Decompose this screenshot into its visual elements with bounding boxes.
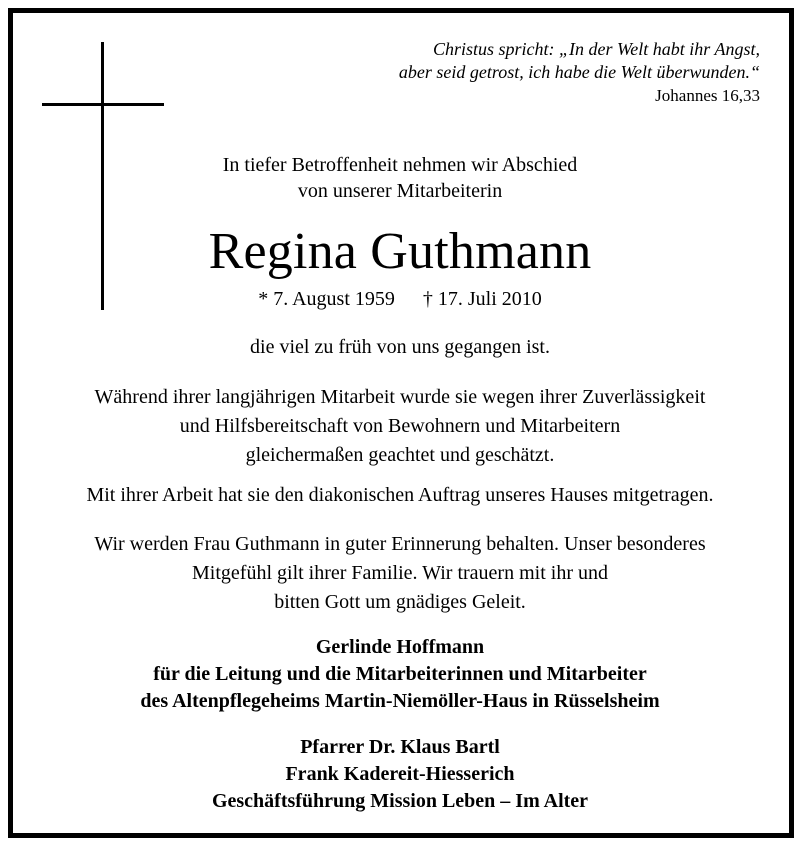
- cross-horizontal-bar: [42, 103, 164, 106]
- death-date: † 17. Juli 2010: [422, 288, 542, 310]
- deceased-name: Regina Guthmann: [208, 223, 592, 280]
- signature-2-line-2: Frank Kadereit-Hiesserich: [285, 763, 515, 785]
- paragraph-2-line-3: gleichermaßen geachtet und geschätzt.: [245, 444, 555, 466]
- paragraph-4: [0, 530, 800, 617]
- birth-date: * 7. August 1959: [258, 288, 395, 310]
- paragraph-2-line-2: und Hilfsbereitschaft von Bewohnern und Mitarbeitern: [179, 415, 621, 437]
- signature-2-line-1: Pfarrer Dr. Klaus Bartl: [300, 736, 500, 758]
- signature-group-1: [0, 634, 800, 715]
- paragraph-2: [0, 383, 800, 470]
- quote-line-2: aber seid getrost, ich habe die Welt überwunden.“: [398, 62, 760, 82]
- signature-1-line-3: des Altenpflegeheims Martin-Niemöller-Haus in Rüsselsheim: [140, 690, 660, 712]
- paragraph-2-line-1: Während ihrer langjährigen Mitarbeit wurde sie wegen ihrer Zuverlässigkeit: [94, 386, 706, 408]
- paragraph-4-line-1: Wir werden Frau Guthmann in guter Erinnerung behalten. Unser besonderes: [94, 533, 706, 555]
- quote-line-1: Christus spricht: „In der Welt habt ihr Angst,: [432, 39, 760, 59]
- intro-line-2: von unserer Mitarbeiterin: [297, 180, 503, 202]
- paragraph-4-line-2: Mitgefühl gilt ihrer Familie. Wir trauern mit ihr und: [192, 562, 608, 584]
- paragraph-3: Mit ihrer Arbeit hat sie den diakonischen Auftrag unseres Hauses mitgetragen.: [86, 484, 714, 506]
- paragraph-4-line-3: bitten Gott um gnädiges Geleit.: [274, 591, 526, 613]
- signature-group-2: [0, 734, 800, 815]
- intro-line-1: In tiefer Betroffenheit nehmen wir Abschied: [222, 154, 578, 176]
- quote-reference: Johannes 16,33: [655, 86, 760, 105]
- signature-2-line-3: Geschäftsführung Mission Leben – Im Alter: [211, 790, 589, 812]
- paragraph-1: die viel zu früh von uns gegangen ist.: [250, 336, 550, 358]
- intro-text: [0, 152, 800, 204]
- bible-quote: [399, 38, 760, 107]
- signature-1-line-2: für die Leitung und die Mitarbeiterinnen und Mitarbeiter: [153, 663, 647, 685]
- signature-1-line-1: Gerlinde Hoffmann: [315, 636, 485, 658]
- life-dates: [0, 286, 800, 312]
